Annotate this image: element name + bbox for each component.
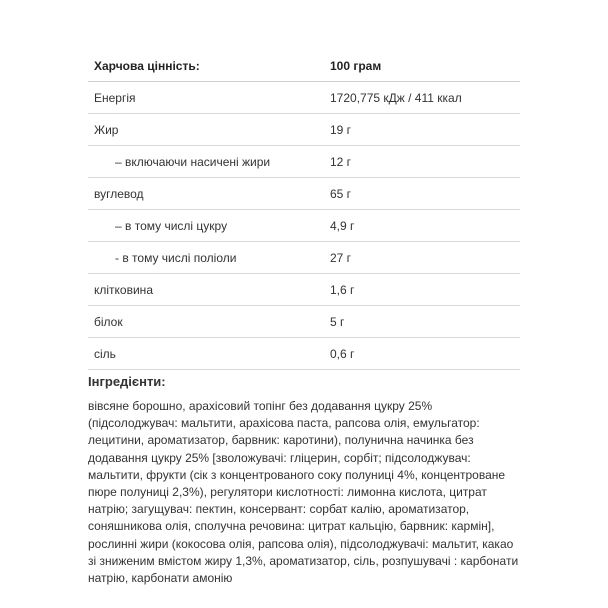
nutrition-row <box>88 274 520 306</box>
nutrient-label: – включаючи насичені жири <box>115 154 271 169</box>
nutrient-label: - в тому числі поліоли <box>115 250 237 265</box>
nutrition-header-row <box>88 50 520 82</box>
nutrition-row <box>88 242 520 274</box>
nutrient-label: Енергія <box>94 90 136 105</box>
nutrient-label: сіль <box>94 346 116 361</box>
nutrient-value: 4,9 г <box>330 218 355 233</box>
nutrition-row <box>88 82 520 114</box>
ingredients-title: Інгредієнти: <box>88 374 166 389</box>
nutrient-label: білок <box>94 314 123 329</box>
nutrient-value: 1720,775 кДж / 411 ккал <box>330 90 462 105</box>
nutrition-row <box>88 146 520 178</box>
nutrition-rows <box>88 82 520 370</box>
nutrition-table <box>88 50 520 370</box>
nutrient-label: – в тому числі цукру <box>115 218 228 233</box>
nutrient-value: 19 г <box>330 122 352 137</box>
nutrition-row <box>88 210 520 242</box>
nutrient-value: 0,6 г <box>330 346 355 361</box>
ingredients-text: вівсяне борошно, арахісовий топінг без додавання цукру 25% (підсолоджувач: мальтити, арахісова паста, рапсова олія, емульгатор: лецитини, ароматизатор, барвник: каротини), полунична начинка без додавання цукру 25% [зволожувачі: гліцерин, сорбіт; підсолоджувач: мальтити, фрукти (сік з концентрованого соку полуниці 4%, концентроване пюре полуниці 2,3%), регулятори кислотності: лимонна кислота, цитрат натрію; загущувач: пектин, консервант: сорбат калію, ароматизатор, соняшникова олія, сполучна речовина: цитрат кальцію, барвник: кармін], рослинні жири (кокосова олія, рапсова олія), підсолоджувачі: мальтит, какао зі зниженим вмістом жиру 1,3%, ароматизатор, сіль, розпушувачі : карбонати натрію, карбонати амонію <box>88 399 519 586</box>
nutrient-value: 65 г <box>330 186 352 201</box>
nutrient-value: 1,6 г <box>330 282 355 297</box>
nutrient-label: клітковина <box>94 282 153 297</box>
nutrition-row <box>88 114 520 146</box>
nutrition-header-label: Харчова цінність: <box>94 58 200 73</box>
nutrition-row <box>88 178 520 210</box>
nutrient-label: Жир <box>94 122 119 137</box>
ingredients-section <box>88 374 520 587</box>
nutrient-value: 27 г <box>330 250 352 265</box>
nutrient-value: 5 г <box>330 314 345 329</box>
nutrition-row <box>88 338 520 370</box>
nutrient-value: 12 г <box>330 154 352 169</box>
nutrient-label: вуглевод <box>94 186 144 201</box>
nutrition-row <box>88 306 520 338</box>
nutrition-header-value: 100 грам <box>330 58 382 73</box>
